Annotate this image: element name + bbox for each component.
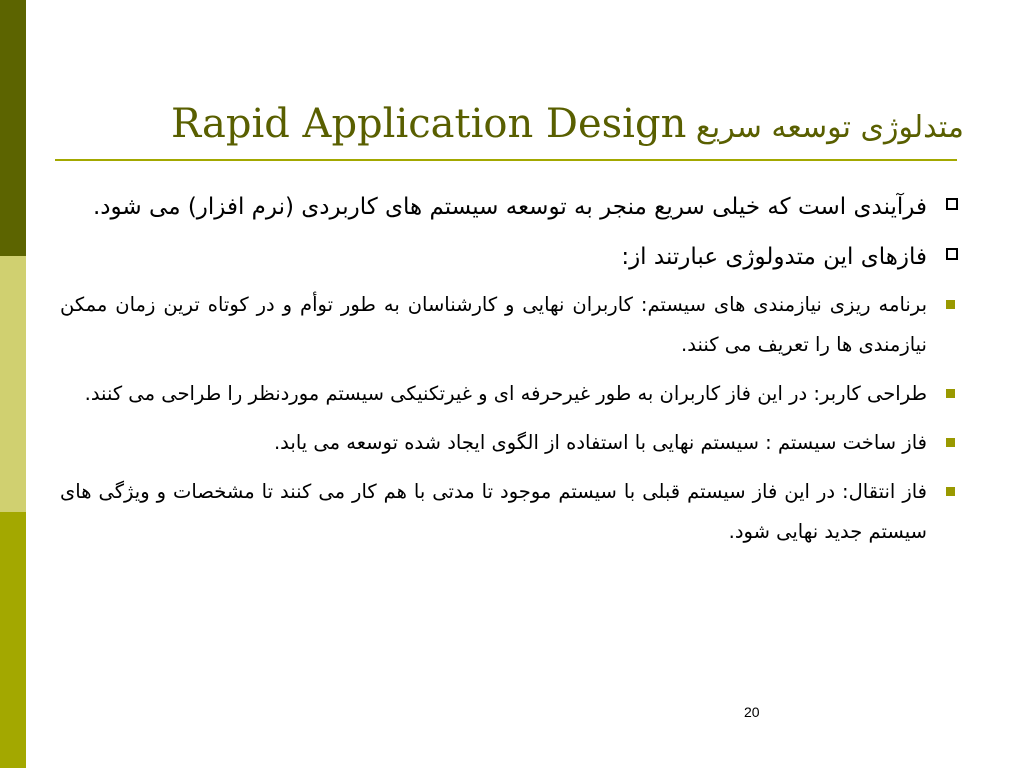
bullet-text: فرآیندی است که خیلی سریع منجر به توسعه سیستم های کاربردی (نرم افزار) می شود. bbox=[93, 194, 927, 220]
filled-square-bullet-icon bbox=[946, 389, 955, 398]
bullet-item-definition bbox=[60, 184, 960, 231]
sub-bullet-user-design bbox=[60, 374, 960, 414]
page-number: 20 bbox=[744, 704, 760, 720]
filled-square-bullet-icon bbox=[946, 438, 955, 447]
slide-content bbox=[60, 184, 960, 561]
sub-bullet-text: فاز ساخت سیستم : سیستم نهایی با استفاده از الگوی ایجاد شده توسعه می یابد. bbox=[273, 431, 927, 454]
filled-square-bullet-icon bbox=[946, 487, 955, 496]
slide-title-english: Rapid Application Design bbox=[170, 101, 687, 147]
hollow-square-bullet-icon bbox=[946, 248, 958, 260]
sub-bullet-text: فاز انتقال: در این فاز سیستم قبلی با سیستم موجود تا مدتی با هم کار می کنند تا مشخصات و ویژگی های سیستم جدید نهایی شود. bbox=[60, 480, 927, 543]
filled-square-bullet-icon bbox=[946, 300, 955, 309]
hollow-square-bullet-icon bbox=[946, 198, 958, 210]
sub-bullet-construction bbox=[60, 423, 960, 463]
sidebar-band-middle bbox=[0, 256, 26, 512]
sub-bullet-requirements-planning bbox=[60, 285, 960, 365]
sub-bullet-cutover bbox=[60, 472, 960, 552]
sub-bullet-text: طراحی کاربر: در این فاز کاربران به طور غیرحرفه ای و غیرتکنیکی سیستم موردنظر را طراحی می کنند. bbox=[84, 382, 927, 405]
sidebar-band-top bbox=[0, 0, 26, 256]
title-divider bbox=[55, 159, 957, 161]
slide-title bbox=[64, 95, 964, 157]
sub-bullet-text: برنامه ریزی نیازمندی های سیستم: کاربران نهایی و کارشناسان به طور توأم و در کوتاه ترین زمان ممکن نیازمندی ها را تعریف می کنند. bbox=[60, 293, 927, 356]
sidebar-band-bottom bbox=[0, 512, 26, 768]
bullet-item-phases bbox=[60, 234, 960, 281]
bullet-text: فازهای این متدولوژی عبارتند از: bbox=[621, 244, 927, 270]
slide-title-persian: متدلوژی توسعه سریع bbox=[695, 110, 964, 145]
